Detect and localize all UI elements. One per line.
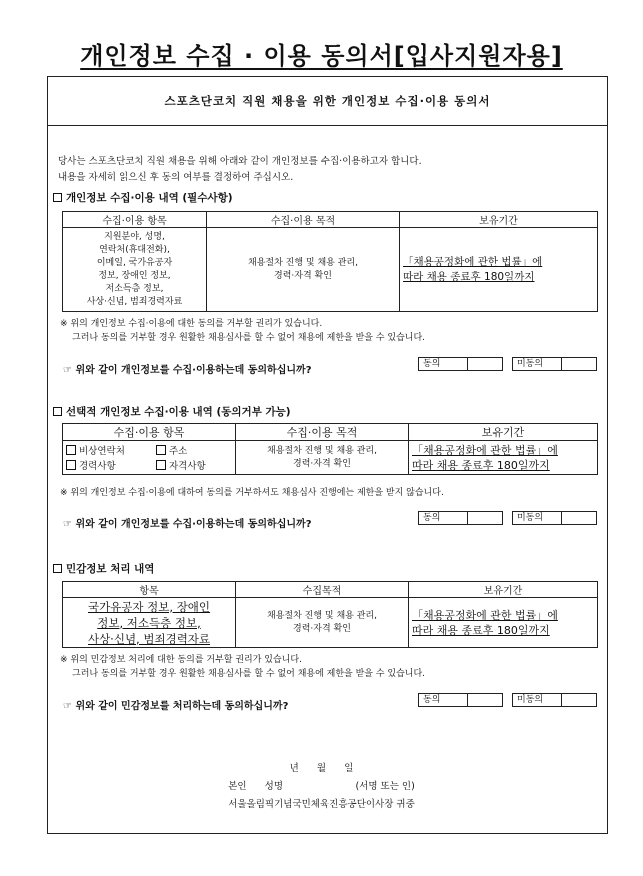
section1-question: ☞ 위와 같이 개인정보를 수집·이용하는데 동의하십니까? <box>63 365 312 376</box>
section1-heading: 개인정보 수집·이용 내역 (필수사항) <box>53 190 233 205</box>
col-header: 수집·이용 목적 <box>236 424 409 441</box>
signature-date: 년 월 일 <box>289 763 354 774</box>
purpose-cell: 채용절차 진행 및 채용 관리, 경력·자격 확인 <box>236 441 409 475</box>
col-header: 수집·이용 목적 <box>207 212 400 228</box>
checkbox-icon[interactable] <box>156 460 166 470</box>
option-address[interactable]: 주소 <box>156 443 226 457</box>
section3-table <box>62 581 598 648</box>
section3-disagree-box[interactable]: 미동의 <box>512 693 597 707</box>
col-header: 수집·이용 항목 <box>63 212 207 228</box>
checkbox-icon <box>53 193 62 202</box>
col-header: 보유기간 <box>400 212 598 228</box>
section2-agree-box[interactable]: 동의 <box>418 511 503 525</box>
document-title: 개인정보 수집 · 이용 동의서[입사지원자용] <box>80 42 563 70</box>
intro-text: 당사는 스포츠단코치 직원 채용을 위해 아래와 같이 개인정보를 수집·이용하고자 합니다. 내용을 자세히 읽으신 후 동의 여부를 결정하여 주십시오. <box>58 156 422 183</box>
section2-heading: 선택적 개인정보 수집·이용 내역 (동의거부 가능) <box>53 404 291 419</box>
purpose-cell: 채용절차 진행 및 채용 관리, 경력·자격 확인 <box>207 228 400 312</box>
col-header: 보유기간 <box>409 424 598 441</box>
options-cell <box>63 441 236 475</box>
section2-table <box>62 423 598 475</box>
section1-agree-box[interactable]: 동의 <box>418 357 503 371</box>
checkbox-icon[interactable] <box>156 445 166 455</box>
option-qualification[interactable]: 자격사항 <box>156 458 226 472</box>
col-header: 항목 <box>63 582 236 598</box>
section3-question: ☞ 위와 같이 민감정보를 처리하는데 동의하십니까? <box>63 701 289 712</box>
signature-line[interactable]: 본인 성명 (서명 또는 인) <box>228 781 415 792</box>
retention-cell: 「채용공정화에 관한 법률」에 따라 채용 종료후 180일까지 <box>400 228 598 312</box>
col-header: 수집·이용 항목 <box>63 424 236 441</box>
section1-disagree-box[interactable]: 미동의 <box>512 357 597 371</box>
section1-notes: ※ 위의 개인정보 수집·이용에 대한 동의를 거부할 권리가 있습니다. 그러나 동의를 거부할 경우 원활한 채용심사를 할 수 없어 채용에 제한을 받을 수 있습니다. <box>60 319 426 343</box>
section2-disagree-box[interactable]: 미동의 <box>512 511 597 525</box>
checkbox-icon[interactable] <box>66 445 76 455</box>
items-cell: 지원분야, 성명, 연락처(휴대전화), 이메일, 국가유공자 정보, 장애인 정보, 저소득층 정보, 사상·신념, 범죄경력자료 <box>63 228 207 312</box>
option-career[interactable]: 경력사항 <box>66 458 156 472</box>
checkbox-icon <box>53 564 62 573</box>
retention-cell: 「채용공정화에 관한 법률」에 따라 채용 종료후 180일까지 <box>409 441 598 475</box>
addressee: 서울올림픽기념국민체육진흥공단이사장 귀중 <box>228 799 415 810</box>
checkbox-icon <box>53 407 62 416</box>
col-header: 수집목적 <box>236 582 409 598</box>
purpose-cell: 채용절차 진행 및 채용 관리, 경력·자격 확인 <box>236 598 409 648</box>
section3-heading: 민감정보 처리 내역 <box>53 561 154 576</box>
section1-table <box>62 211 598 312</box>
checkbox-icon[interactable] <box>66 460 76 470</box>
retention-cell: 「채용공정화에 관한 법률」에 따라 채용 종료후 180일까지 <box>409 598 598 648</box>
col-header: 보유기간 <box>409 582 598 598</box>
section3-agree-box[interactable]: 동의 <box>418 693 503 707</box>
section2-note: ※ 위의 개인정보 수집·이용에 대하여 동의를 거부하셔도 채용심사 진행에는 제한을 받지 않습니다. <box>60 488 444 498</box>
form-subtitle: 스포츠단코치 직원 채용을 위한 개인정보 수집·이용 동의서 <box>48 77 607 126</box>
section2-question: ☞ 위와 같이 개인정보를 수집·이용하는데 동의하십니까? <box>63 519 312 530</box>
section3-notes: ※ 위의 민감정보 처리에 대한 동의를 거부할 권리가 있습니다. 그러나 동의를 거부할 경우 원활한 채용심사를 할 수 없어 채용에 제한을 받을 수 있습니다. <box>60 655 426 679</box>
sensitive-items-cell: 국가유공자 정보, 장애인 정보, 저소득층 정보, 사상·신념, 범죄경력자료 <box>63 598 236 648</box>
option-emergency-contact[interactable]: 비상연락처 <box>66 443 156 457</box>
